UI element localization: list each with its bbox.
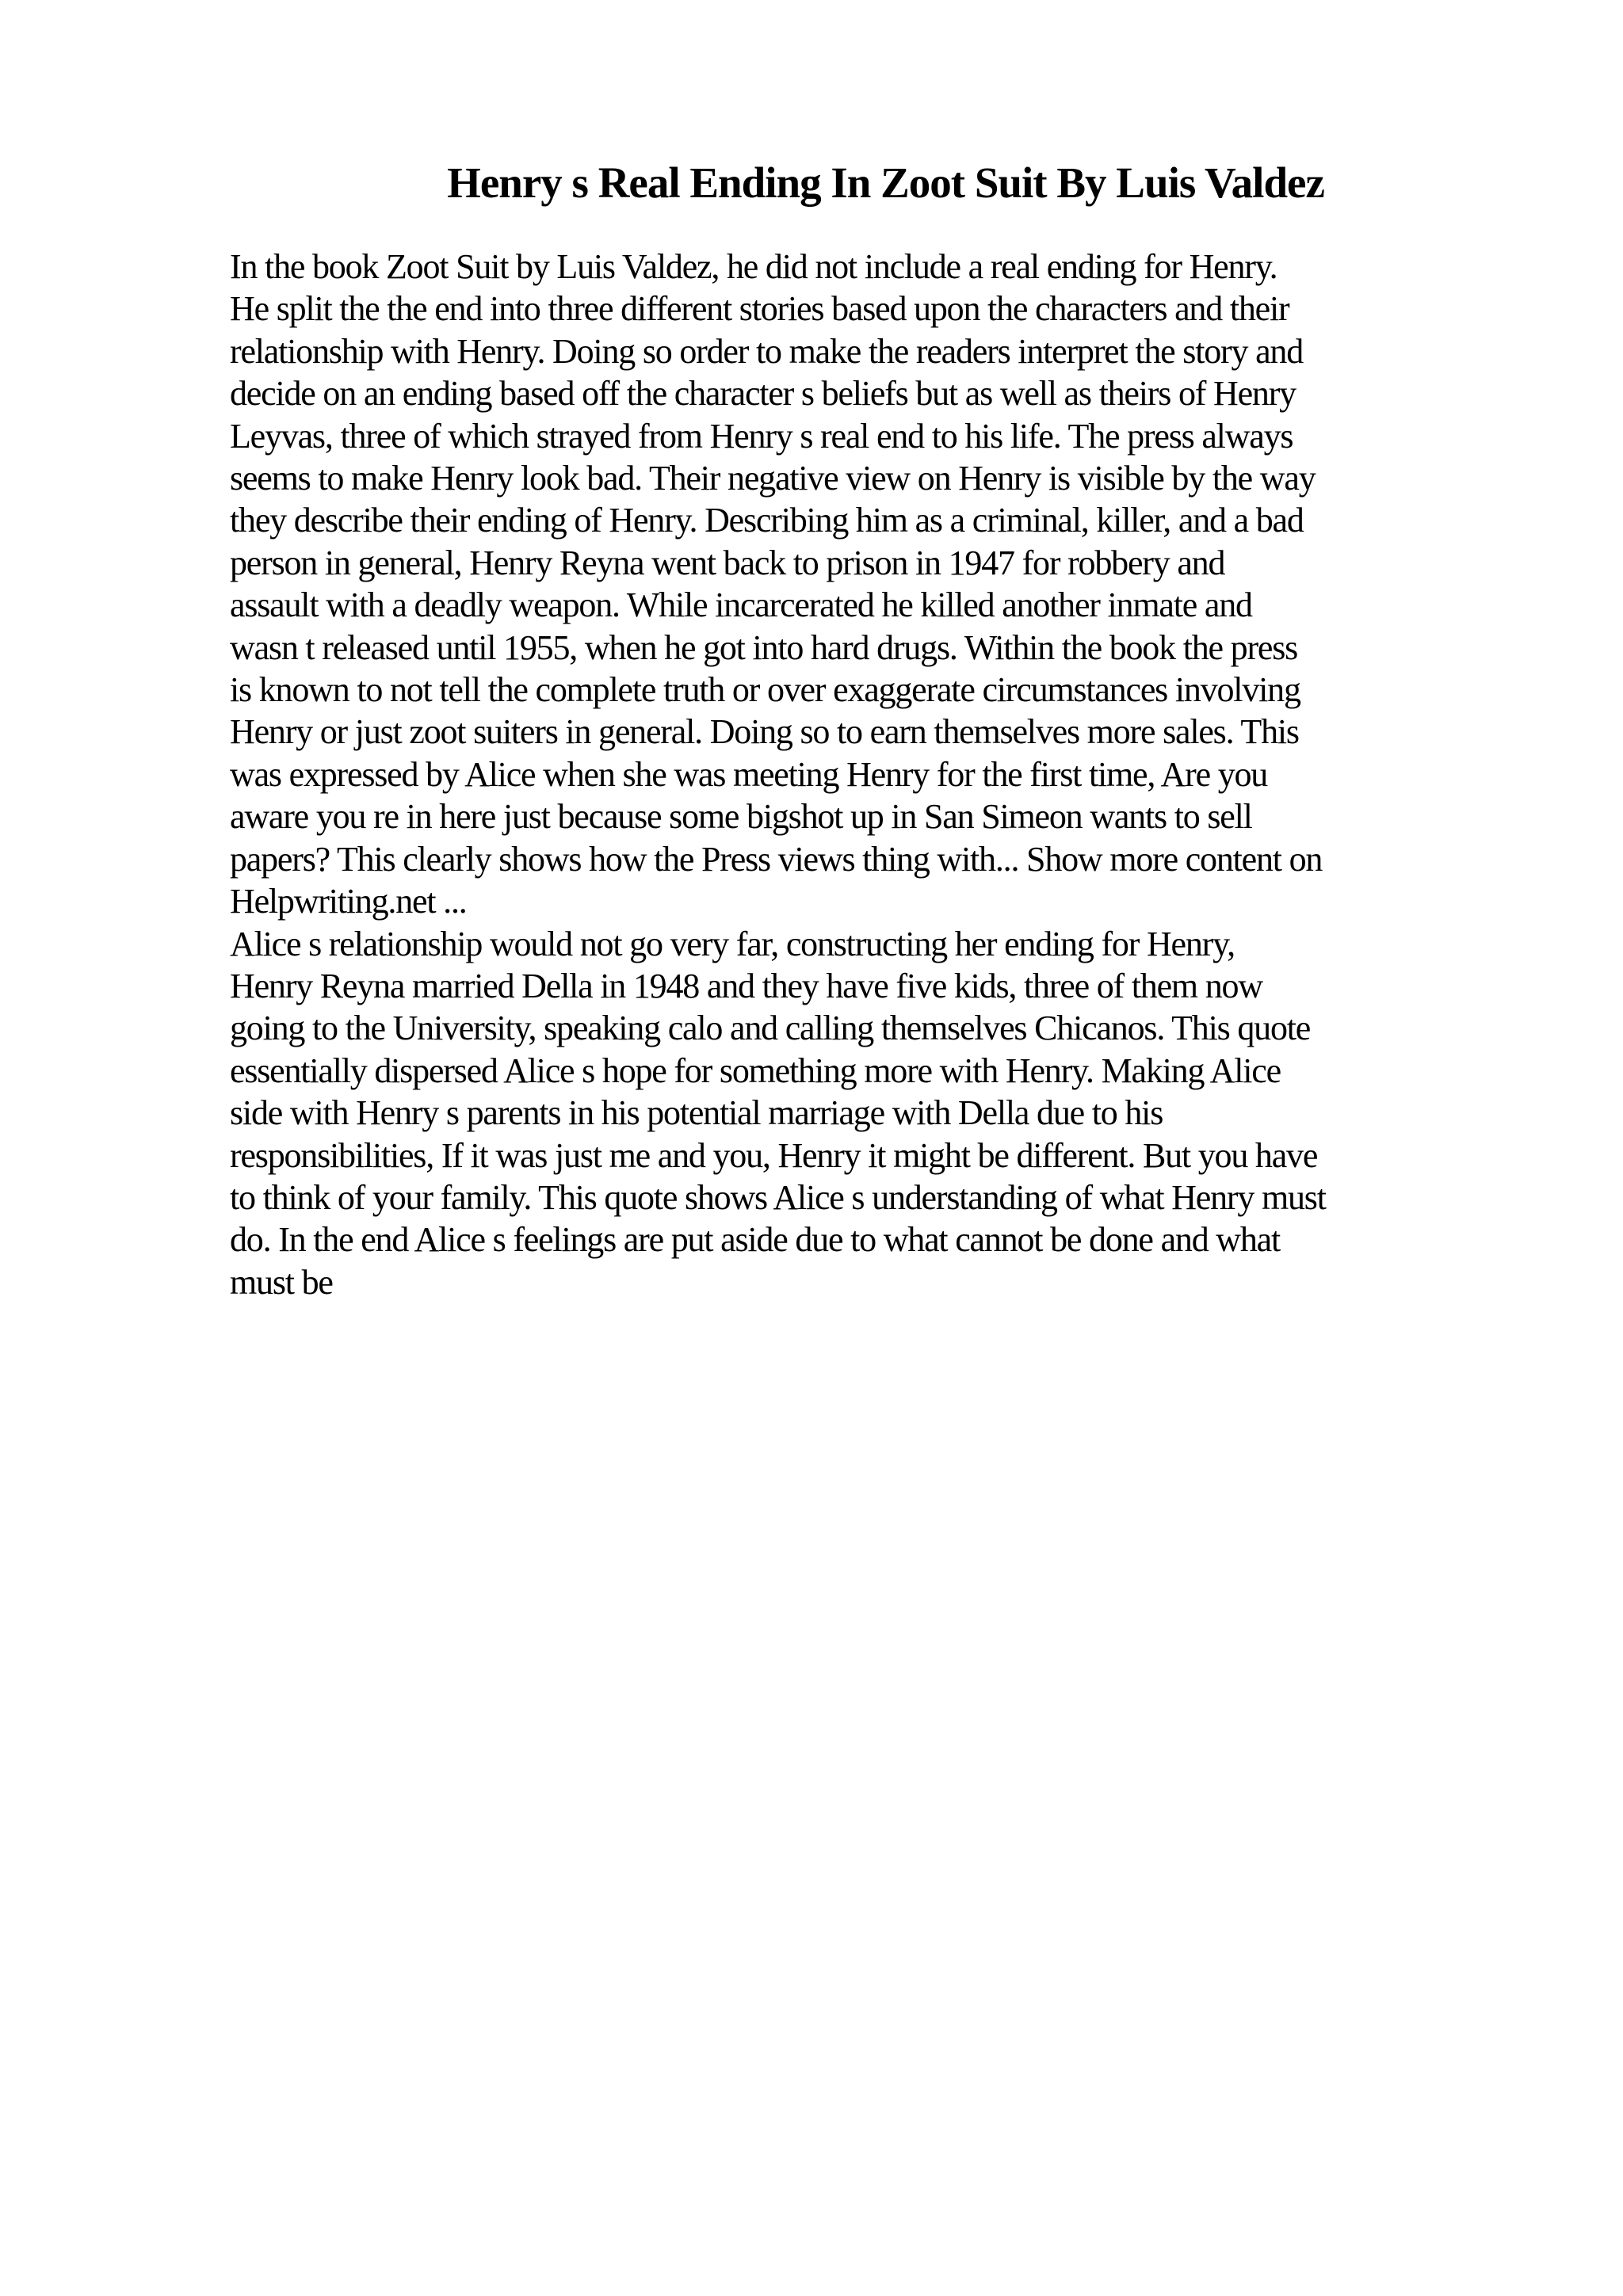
text-line: relationship with Henry. Doing so order to make the readers interpret the story and	[230, 331, 1304, 371]
text-line: Henry Reyna married Della in 1948 and they have five kids, three of them now	[230, 966, 1262, 1005]
text-line: responsibilities, If it was just me and you, Henry it might be different. But you have	[230, 1135, 1318, 1175]
text-line: to think of your family. This quote shows Alice s understanding of what Henry must	[230, 1177, 1326, 1217]
text-line: Helpwriting.net ...	[230, 882, 467, 921]
text-line: person in general, Henry Reyna went back to prison in 1947 for robbery and	[230, 543, 1225, 582]
text-line: must be	[230, 1262, 333, 1302]
text-line: do. In the end Alice s feelings are put aside due to what cannot be done and what	[230, 1220, 1281, 1260]
text-line: He split the the end into three different stories based upon the characters and their	[230, 289, 1289, 329]
text-line: Henry or just zoot suiters in general. Doing so to earn themselves more sales. This	[230, 712, 1299, 752]
text-line: essentially dispersed Alice s hope for something more with Henry. Making Alice	[230, 1051, 1281, 1090]
text-line: decide on an ending based off the character s beliefs but as well as theirs of Henry	[230, 374, 1296, 414]
text-line: side with Henry s parents in his potential marriage with Della due to his	[230, 1093, 1163, 1133]
text-line: In the book Zoot Suit by Luis Valdez, he did not include a real ending for Henry.	[230, 247, 1277, 286]
text-line: wasn t released until 1955, when he got into hard drugs. Within the book the press	[230, 627, 1298, 667]
text-line: going to the University, speaking calo and calling themselves Chicanos. This quote	[230, 1009, 1311, 1048]
text-line: assault with a deadly weapon. While incarcerated he killed another inmate and	[230, 585, 1252, 625]
text-line: seems to make Henry look bad. Their negative view on Henry is visible by the way	[230, 459, 1316, 498]
text-line: was expressed by Alice when she was meeting Henry for the first time, Are you	[230, 754, 1268, 794]
text-line: is known to not tell the complete truth or over exaggerate circumstances involving	[230, 670, 1300, 710]
text-line: Alice s relationship would not go very far, constructing her ending for Henry,	[230, 924, 1235, 963]
text-line: Leyvas, three of which strayed from Henry s real end to his life. The press always	[230, 416, 1293, 456]
text-line: they describe their ending of Henry. Describing him as a criminal, killer, and a bad	[230, 501, 1304, 540]
text-line: papers? This clearly shows how the Press views thing with... Show more content on	[230, 839, 1323, 879]
text-line: aware you re in here just because some bigshot up in San Simeon wants to sell	[230, 797, 1252, 837]
document-title: Henry s Real Ending In Zoot Suit By Luis Valdez	[447, 158, 1324, 207]
essay-body	[230, 246, 1454, 1303]
